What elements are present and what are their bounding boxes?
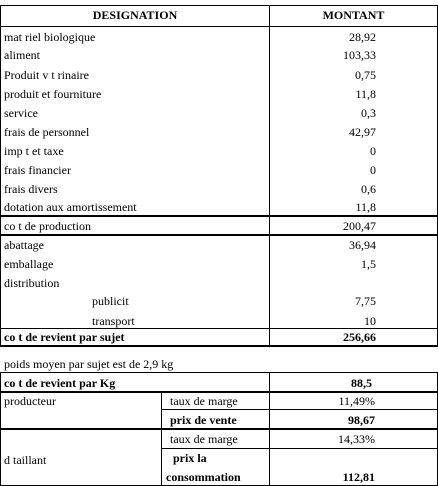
producteur-marge-label: taux de marge xyxy=(170,394,238,408)
extra-label: publicit xyxy=(92,294,129,308)
producteur-marge-value: 11,49% xyxy=(338,394,375,408)
cost-value: 0,6 xyxy=(361,182,376,196)
cost-label: frais divers xyxy=(4,182,58,196)
revient-sujet-value: 256,66 xyxy=(343,330,376,344)
extra-value: 36,94 xyxy=(349,238,376,252)
cost-value: 0,75 xyxy=(355,68,376,82)
header-designation: DESIGNATION xyxy=(92,8,178,22)
extra-value: 7,75 xyxy=(355,294,376,308)
revient-kg-value: 88,5 xyxy=(351,376,372,390)
table-left-border xyxy=(0,5,1,346)
producteur-marge-border xyxy=(161,409,438,410)
revient-kg-bottom-border xyxy=(0,391,438,393)
producteur-prix-value: 98,67 xyxy=(348,413,375,427)
cost-value: 28,92 xyxy=(349,30,376,44)
detaillant-prix-label-2: consommation xyxy=(166,470,241,484)
cost-value: 0 xyxy=(370,163,376,177)
cost-value: 42,97 xyxy=(349,125,376,139)
cost-label: service xyxy=(4,106,38,120)
detaillant-marge-border xyxy=(161,448,438,449)
producteur-bottom-border xyxy=(0,428,438,430)
lower-mid-divider xyxy=(161,391,162,486)
cost-label: imp t et taxe xyxy=(4,144,64,158)
cost-label: frais de personnel xyxy=(4,125,90,139)
detaillant-prix-label-1: prix la xyxy=(173,451,207,465)
revient-top-border xyxy=(0,328,438,329)
revient-sujet-label: co t de revient par sujet xyxy=(4,330,125,344)
extra-label: transport xyxy=(92,314,135,328)
cost-label: produit et fourniture xyxy=(4,87,102,101)
detaillant-prix-value: 112,81 xyxy=(342,470,375,484)
cost-value: 11,8 xyxy=(355,87,376,101)
detaillant-label: d taillant xyxy=(4,453,47,467)
table-bottom-border xyxy=(0,345,438,347)
cost-value: 103,33 xyxy=(343,48,376,62)
poids-note: poids moyen par sujet est de 2,9 kg xyxy=(4,357,174,371)
extra-value: 10 xyxy=(364,314,376,328)
extra-label: distribution xyxy=(4,276,60,290)
cost-value: 11,8 xyxy=(355,200,376,214)
cost-label: Produit v t rinaire xyxy=(4,68,89,82)
cost-value: 0,3 xyxy=(361,106,376,120)
extra-value: 1,5 xyxy=(361,257,376,271)
cost-label: mat riel biologique xyxy=(4,30,96,44)
revient-kg-label: co t de revient par Kg xyxy=(4,376,116,390)
extra-label: abattage xyxy=(4,238,44,252)
table-top-border xyxy=(0,5,438,6)
lower-value-divider xyxy=(269,372,270,486)
production-label: co t de production xyxy=(4,219,91,233)
producteur-prix-label: prix de vente xyxy=(170,413,237,427)
production-top-border xyxy=(0,215,438,217)
table-column-divider xyxy=(269,5,270,346)
extra-label: emballage xyxy=(4,257,54,271)
detaillant-marge-value: 14,33% xyxy=(338,432,375,446)
production-value: 200,47 xyxy=(343,219,376,233)
lower-left-border xyxy=(0,372,1,486)
cost-label: aliment xyxy=(4,48,40,62)
detaillant-marge-label: taux de marge xyxy=(170,432,238,446)
producteur-label: producteur xyxy=(4,394,56,408)
cost-label: frais financier xyxy=(4,163,71,177)
lower-top-border xyxy=(0,372,438,373)
header-montant: MONTANT xyxy=(322,8,385,22)
cost-value: 0 xyxy=(370,144,376,158)
cost-label: dotation aux amortissement xyxy=(4,200,137,214)
production-bottom-border xyxy=(0,234,438,236)
header-bottom-border xyxy=(0,26,438,27)
